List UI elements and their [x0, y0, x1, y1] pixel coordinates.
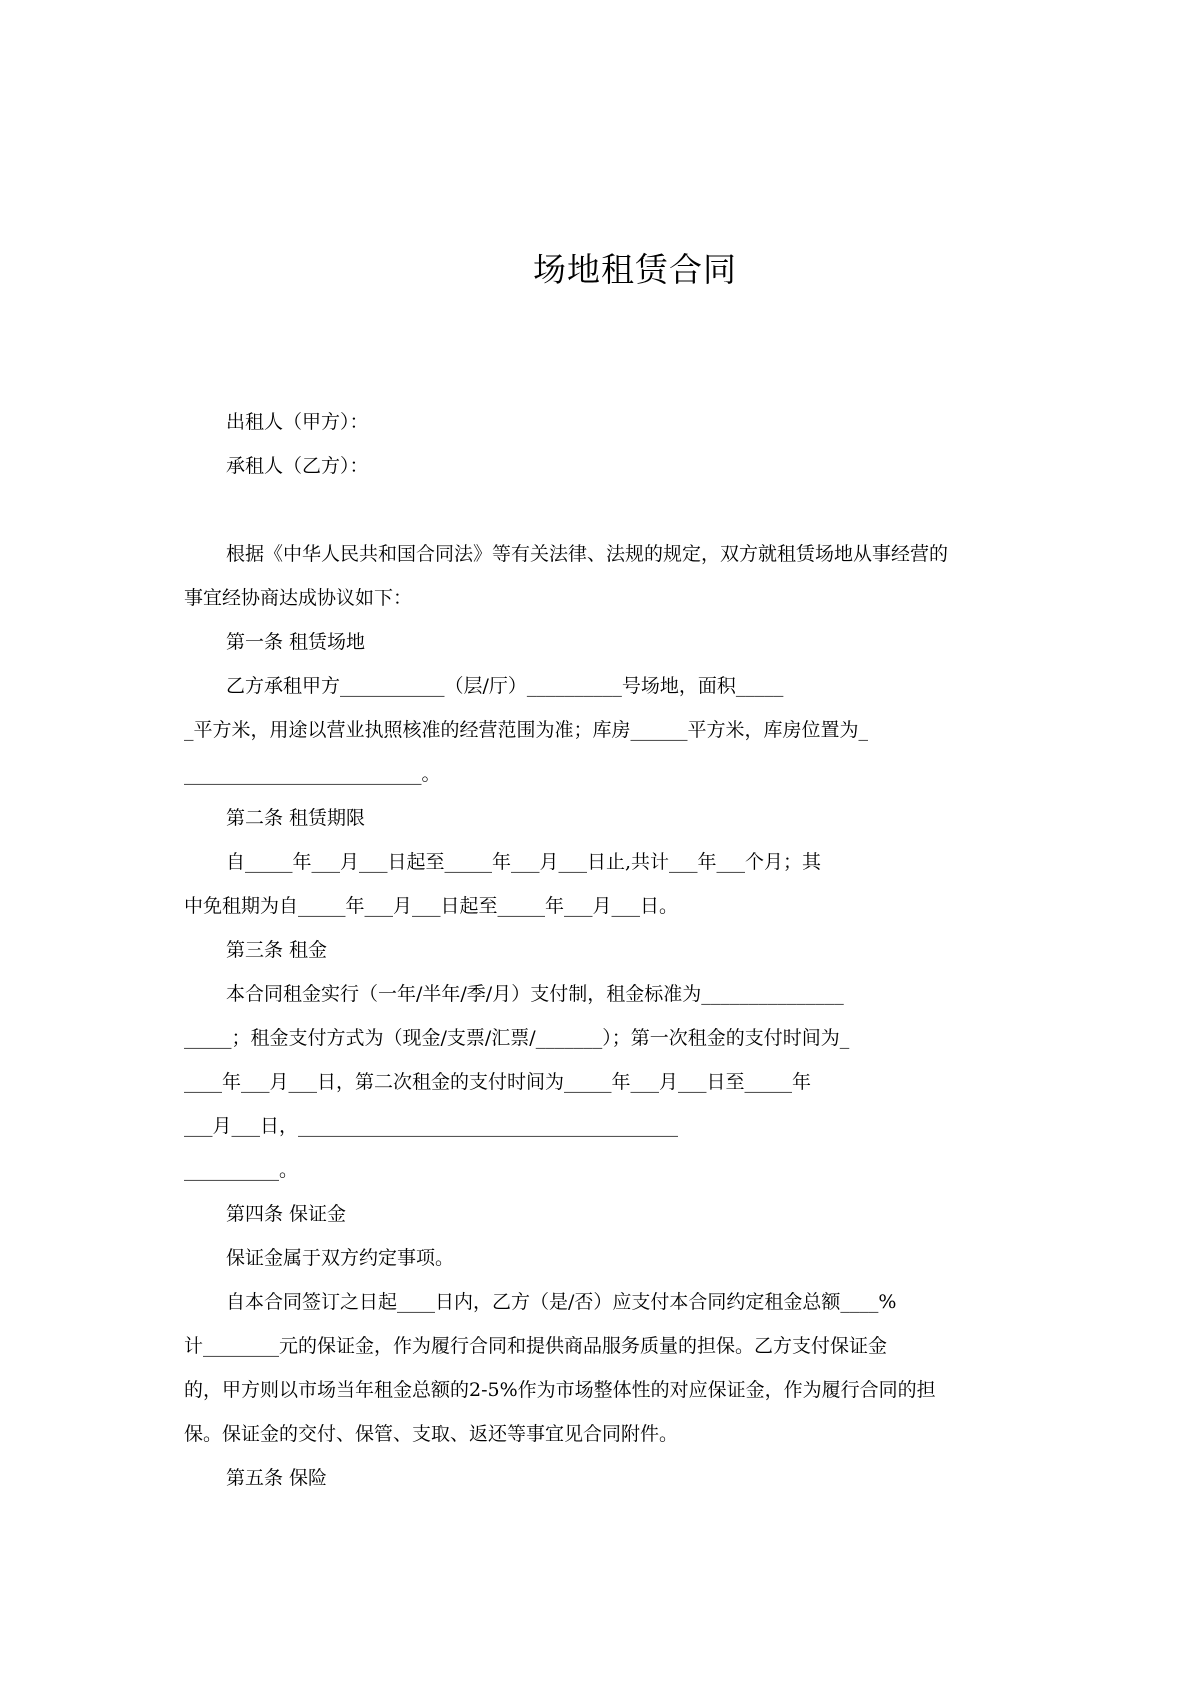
- article-3-line-4: ___月___日，________________________________________: [184, 1115, 679, 1137]
- lessee-line: 承租人（乙方）：: [226, 455, 369, 477]
- article-3-line-3: ____年___月___日，第二次租金的支付时间为_____年___月___日至_____年: [184, 1071, 812, 1093]
- preamble-line-1: 根据《中华人民共和国合同法》等有关法律、法规的规定，双方就租赁场地从事经营的: [226, 543, 949, 565]
- document-title: 场地租赁合同: [533, 250, 737, 289]
- article-4-line-5: 保。保证金的交付、保管、支取、返还等事宜见合同附件。: [184, 1423, 679, 1445]
- contract-body: [184, 400, 1014, 1500]
- article-4-line-1: 保证金属于双方约定事项。: [226, 1247, 455, 1269]
- lessor-line: 出租人（甲方）：: [226, 411, 369, 433]
- article-4-line-4: 的，甲方则以市场当年租金总额的2-5%作为市场整体性的对应保证金，作为履行合同的担: [184, 1379, 936, 1401]
- spacer: [184, 488, 1014, 532]
- article-4-line-2: 自本合同签订之日起____日内，乙方（是/否）应支付本合同约定租金总额____%: [226, 1291, 897, 1313]
- article-1-line-2: _平方米，用途以营业执照核准的经营范围为准；库房______平方米，库房位置为_: [184, 719, 869, 741]
- article-5-heading: 第五条 保险: [226, 1467, 328, 1489]
- article-2-heading: 第二条 租赁期限: [226, 807, 366, 829]
- article-3-line-5: __________。: [184, 1159, 299, 1181]
- article-4-heading: 第四条 保证金: [226, 1203, 347, 1225]
- article-3-line-2: _____；租金支付方式为（现金/支票/汇票/_______）；第一次租金的支付时间为_: [184, 1027, 850, 1049]
- article-1-heading: 第一条 租赁场地: [226, 631, 366, 653]
- article-2-line-1: 自_____年___月___日起至_____年___月___日止,共计___年___个月；其: [226, 851, 822, 873]
- article-2-line-2: 中免租期为自_____年___月___日起至_____年___月___日。: [184, 895, 679, 917]
- article-3-heading: 第三条 租金: [226, 939, 328, 961]
- article-3-line-1: 本合同租金实行（一年/半年/季/月）支付制，租金标准为_______________: [226, 983, 844, 1005]
- article-1-line-1: 乙方承租甲方___________（层/厅）__________号场地，面积_____: [226, 675, 784, 697]
- preamble-line-2: 事宜经协商达成协议如下：: [184, 587, 413, 609]
- article-4-line-3: 计________元的保证金，作为履行合同和提供商品服务质量的担保。乙方支付保证金: [184, 1335, 888, 1357]
- article-1-line-3: _________________________。: [184, 763, 441, 785]
